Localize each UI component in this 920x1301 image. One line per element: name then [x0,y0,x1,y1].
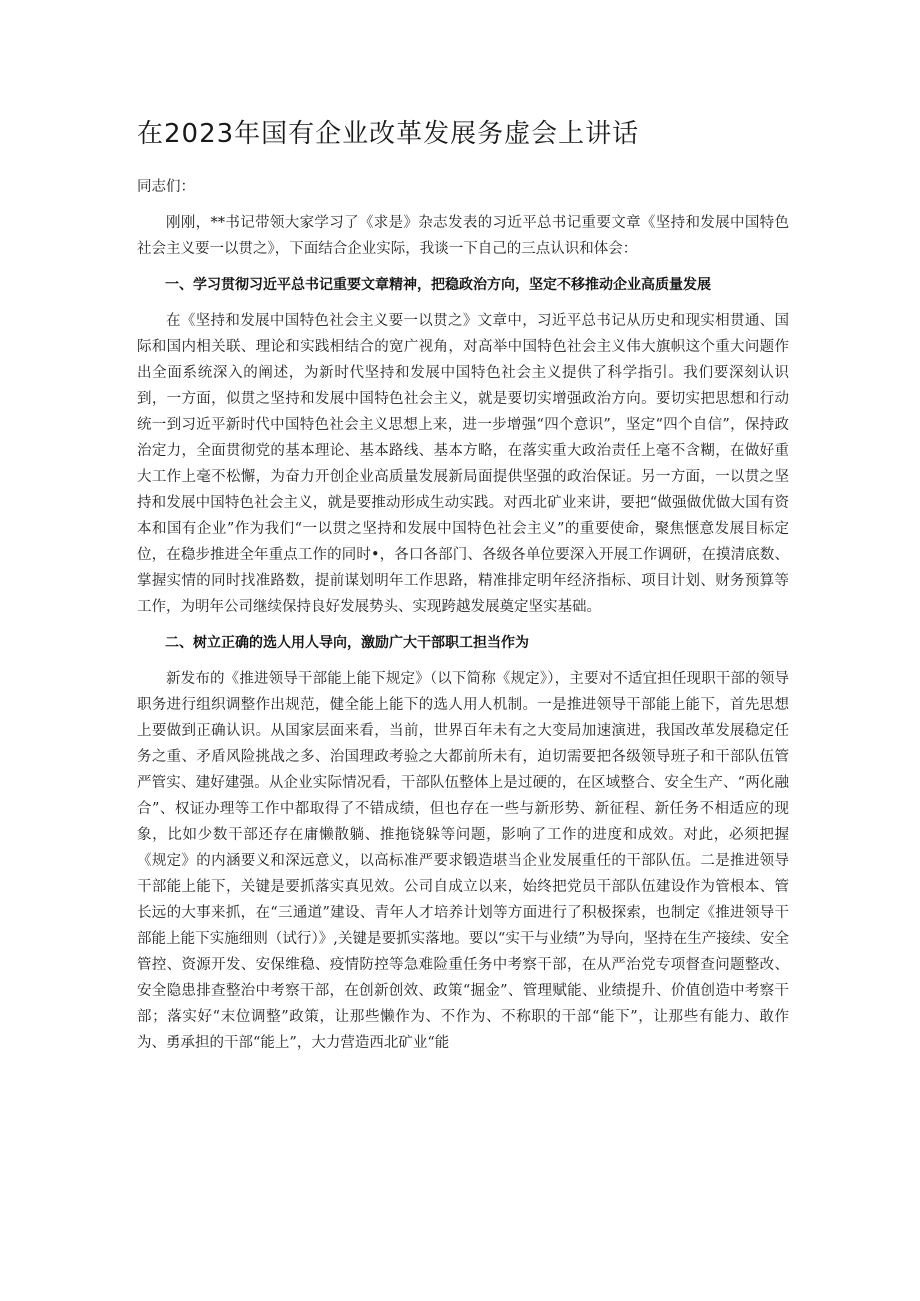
section-1-heading: 一、学习贯彻习近平总书记重要文章精神，把稳政治方向，坚定不移推动企业高质量发展 [165,276,711,293]
intro-paragraph: 刚刚，**书记带领大家学习了《求是》杂志发表的习近平总书记重要文章《坚持和发展中国特色社会主义要一以贯之》，下面结合企业实际，我谈一下自己的三点认识和体会： [137,214,789,257]
document-title: 在2023年国有企业改革发展务虚会上讲话 [137,119,640,149]
section-2-body: 新发布的《推进领导干部能上能下规定》（以下简称《规定》），主要对不适宜担任现职干部的领导职务进行组织调整作出规范，健全能上能下的选人用人机制。一是推进领导干部能上能下，首先思想上要做到正确认识。从国家层面来看，当前，世界百年未有之大变局加速演进，我国改革发展稳定任务之重、矛盾风险挑战之多、治国理政考验之大都前所未有，迫切需要把各级领导班子和干部队伍管严管实、建好建强。从企业实际情况看，干部队伍整体上是过硬的，在区域整合、安全生产、“两化融合”、权证办理等工作中都取得了不错成绩，但也存在一些与新形势、新征程、新任务不相适应的现象，比如少数干部还存在庸懒散躺、推拖铙躲等问题，影响了工作的进度和成效。对此，必须把握《规定》的内涵要义和深远意义，以高标准严要求锻造堪当企业发展重任的干部队伍。二是推进领导干部能上能下，关键是要抓落实真见效。公司自成立以来，始终把党员干部队伍建设作为管根本、管长远的大事来抓，在“三通道”建设、青年人才培养计划等方面进行了积极探索，也制定《推进领导干部能上能下实施细则（试行）》,关键是要抓实落地。要以“实干与业绩”为导向，坚持在生产接续、安全管控、资源开发、安保维稳、疫情防控等急难险重任务中考察干部，在从严治党专项督查问题整改、安全隐患排查整治中考察干部，在创新创效、政策“掘金”、管理赋能、业绩提升、价值创造中考察干部；落实好“末位调整”政策，让那些懒作为、不作为、不称职的干部“能下”，让那些有能力、敢作为、勇承担的干部“能上”，大力营造西北矿业“能 [137,670,789,1051]
section-2-heading: 二、树立正确的选人用人导向，激励广大干部职工担当作为 [165,634,529,651]
salutation: 同志们： [137,178,195,195]
document-page [137,118,789,1066]
section-1-body: 在《坚持和发展中国特色社会主义要一以贯之》文章中，习近平总书记从历史和现实相贯通、国际和国内相关联、理论和实践相结合的宽广视角，对高举中国特色社会主义伟大旗帜这个重大问题作出全面系统深入的阐述，为新时代坚持和发展中国特色社会主义提供了科学指引。我们要深刻认识到，一方面，似贯之坚持和发展中国特色社会主义，就是要切实增强政治方向。要切实把思想和行动统一到习近平新时代中国特色社会主义思想上来，进一步增强“四个意识”，坚定“四个自信”，保持政治定力，全面贯彻党的基本理论、基本路线、基本方略，在落实重大政治责任上毫不含糊，在做好重大工作上毫不松懈，为奋力开创企业高质量发展新局面提供坚强的政治保证。另一方面，一以贯之坚持和发展中国特色社会主义，就是要推动形成生动实践。对西北矿业来讲，要把“做强做优做大国有资本和国有企业”作为我们“一以贯之坚持和发展中国特色社会主义”的重要使命，聚焦惬意发展目标定位，在稳步推进全年重点工作的同时•，各口各部门、各级各单位要深入开展工作调研，在摸清底数、掌握实情的同时找准路数，提前谋划明年工作思路，精准排定明年经济指标、项目计划、财务预算等工作，为明年公司继续保持良好发展势头、实现跨越发展奠定坚实基础。 [137,312,789,615]
